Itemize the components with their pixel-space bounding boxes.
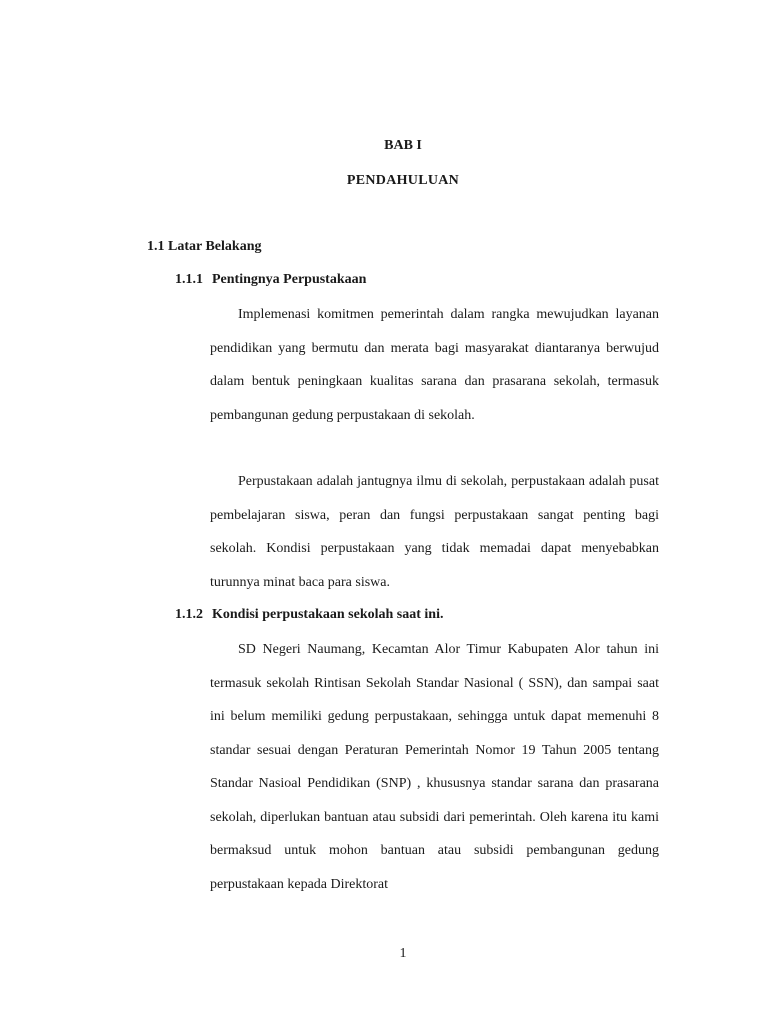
chapter-title: PENDAHULUAN	[346, 173, 460, 188]
paragraph-implementasi: Implemenasi komitmen pemerintah dalam rangka mewujudkan layanan pendidikan yang bermutu dan merata bagi masyarakat diantaranya berwujud dalam bentuk peningkaan kualitas sarana dan prasarana sekolah, termasuk pembangunan gedung perpustakaan di sekolah.	[210, 307, 659, 423]
subsection-number: 1.1.2	[175, 607, 203, 622]
subsection-title: Kondisi perpustakaan sekolah saat ini.	[212, 607, 444, 622]
chapter-label: BAB I	[384, 138, 422, 153]
subsection-number: 1.1.1	[175, 272, 203, 287]
page-number: 1	[399, 946, 407, 961]
paragraph-perpustakaan: Perpustakaan adalah jantugnya ilmu di sekolah, perpustakaan adalah pusat pembelajaran siswa, peran dan fungsi perpustakaan sangat penting bagi sekolah. Kondisi perpustakaan yang tidak memadai dapat menyebabkan turunnya minat baca para siswa.	[210, 474, 659, 590]
subsection-heading-1	[175, 272, 366, 288]
subsection-heading-2	[175, 607, 443, 623]
paragraph-kondisi: SD Negeri Naumang, Kecamtan Alor Timur Kabupaten Alor tahun ini termasuk sekolah Rintisan Sekolah Standar Nasional ( SSN), dan sampai saat ini belum memiliki gedung perpustakaan, sehingga untuk dapat memenuhi 8 standar sesuai dengan Peraturan Pemerintah Nomor 19 Tahun 2005 tentang Standar Nasioal Pendidikan (SNP) , khususnya standar sarana dan prasarana sekolah, diperlukan bantuan atau subsidi dari pemerintah. Oleh karena itu kami bermaksud untuk mohon bantuan atau subsidi pembangunan gedung perpustakaan kepada Direktorat	[210, 642, 659, 892]
subsection-title: Pentingnya Perpustakaan	[212, 272, 367, 287]
section-heading: 1.1 Latar Belakang	[147, 239, 262, 254]
